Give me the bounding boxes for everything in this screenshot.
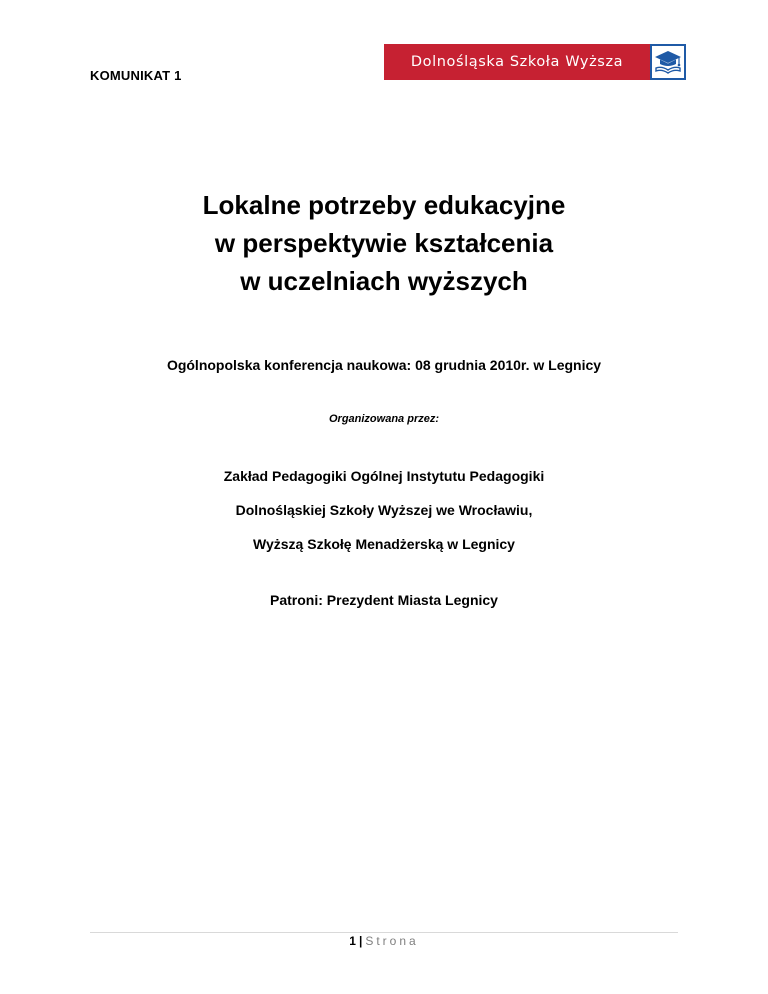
organized-by-label: Organizowana przez: xyxy=(328,413,440,425)
page-word: Strona xyxy=(365,934,419,948)
organizers-list xyxy=(0,459,768,561)
title-line-1: Lokalne potrzeby edukacyjne xyxy=(202,190,566,220)
conference-info: Ogólnopolska konferencja naukowa: 08 grudnia 2010r. w Legnicy xyxy=(166,357,602,373)
title-line-3: w uczelniach wyższych xyxy=(240,266,528,296)
organizer-line-3: Wyższą Szkołę Menadżerską w Legnicy xyxy=(253,536,515,552)
footer-divider xyxy=(90,932,678,933)
header-label: KOMUNIKAT 1 xyxy=(90,68,182,83)
page-number: 1 xyxy=(349,934,356,948)
graduation-cap-icon xyxy=(650,44,686,80)
patrons-info: Patroni: Prezydent Miasta Legnicy xyxy=(270,592,498,608)
organizer-line-1: Zakład Pedagogiki Ogólnej Instytutu Pedagogiki xyxy=(223,468,545,484)
document-title xyxy=(0,186,768,300)
title-line-2: w perspektywie kształcenia xyxy=(214,228,554,258)
page-footer xyxy=(0,934,768,948)
organizer-line-2: Dolnośląskiej Szkoły Wyższej we Wrocławiu, xyxy=(235,502,533,518)
university-logo xyxy=(384,44,686,80)
footer-separator: | xyxy=(358,934,363,948)
logo-text: Dolnośląska Szkoła Wyższa xyxy=(384,44,650,80)
